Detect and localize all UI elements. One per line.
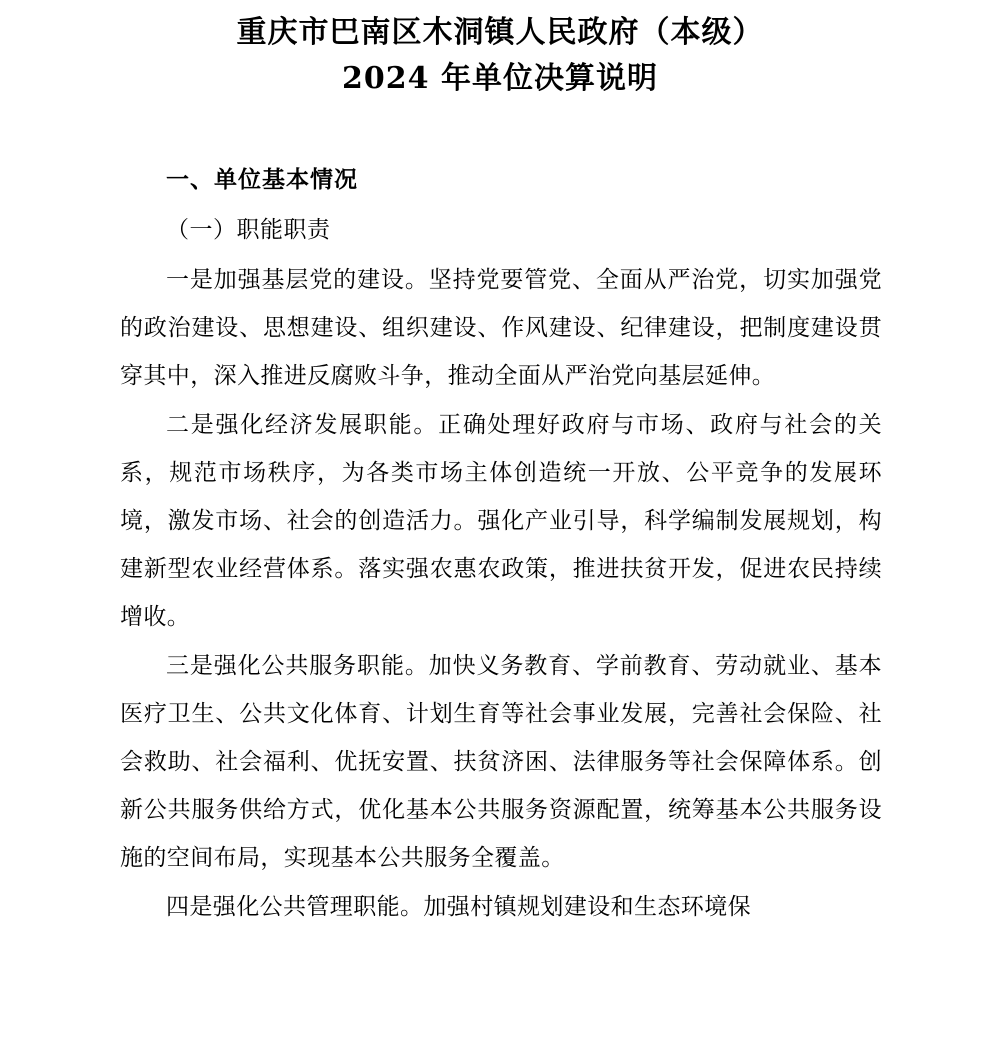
paragraph: 二是强化经济发展职能。正确处理好政府与市场、政府与社会的关系，规范市场秩序，为各类市场主体创造统一开放、公平竞争的发展环境，激发市场、社会的创造活力。强化产业引导，科学编制发展规划，构建新型农业经营体系。落实强农惠农政策，推进扶贫开发，促进农民持续增收。 xyxy=(120,412,882,630)
page-title-line-2: 2024 年单位决算说明 xyxy=(342,61,658,96)
document-body xyxy=(0,156,1000,931)
page-title-line-1: 重庆市巴南区木洞镇人民政府（本级） xyxy=(236,15,764,50)
subsection-heading: （一）职能职责 xyxy=(166,217,331,243)
section-heading: 一、单位基本情况 xyxy=(166,166,358,193)
paragraph: 四是强化公共管理职能。加强村镇规划建设和生态环境保 xyxy=(166,894,751,920)
paragraph: 三是强化公共服务职能。加快义务教育、学前教育、劳动就业、基本医疗卫生、公共文化体育、计划生育等社会事业发展，完善社会保险、社会救助、社会福利、优抚安置、扶贫济困、法律服务等社会保障体系。创新公共服务供给方式，优化基本公共服务资源配置，统筹基本公共服务设施的空间布局，实现基本公共服务全覆盖。 xyxy=(120,653,882,871)
paragraph: 一是加强基层党的建设。坚持党要管党、全面从严治党，切实加强党的政治建设、思想建设、组织建设、作风建设、纪律建设，把制度建设贯穿其中，深入推进反腐败斗争，推动全面从严治党向基层延伸。 xyxy=(120,267,882,389)
page-title xyxy=(0,0,1000,102)
